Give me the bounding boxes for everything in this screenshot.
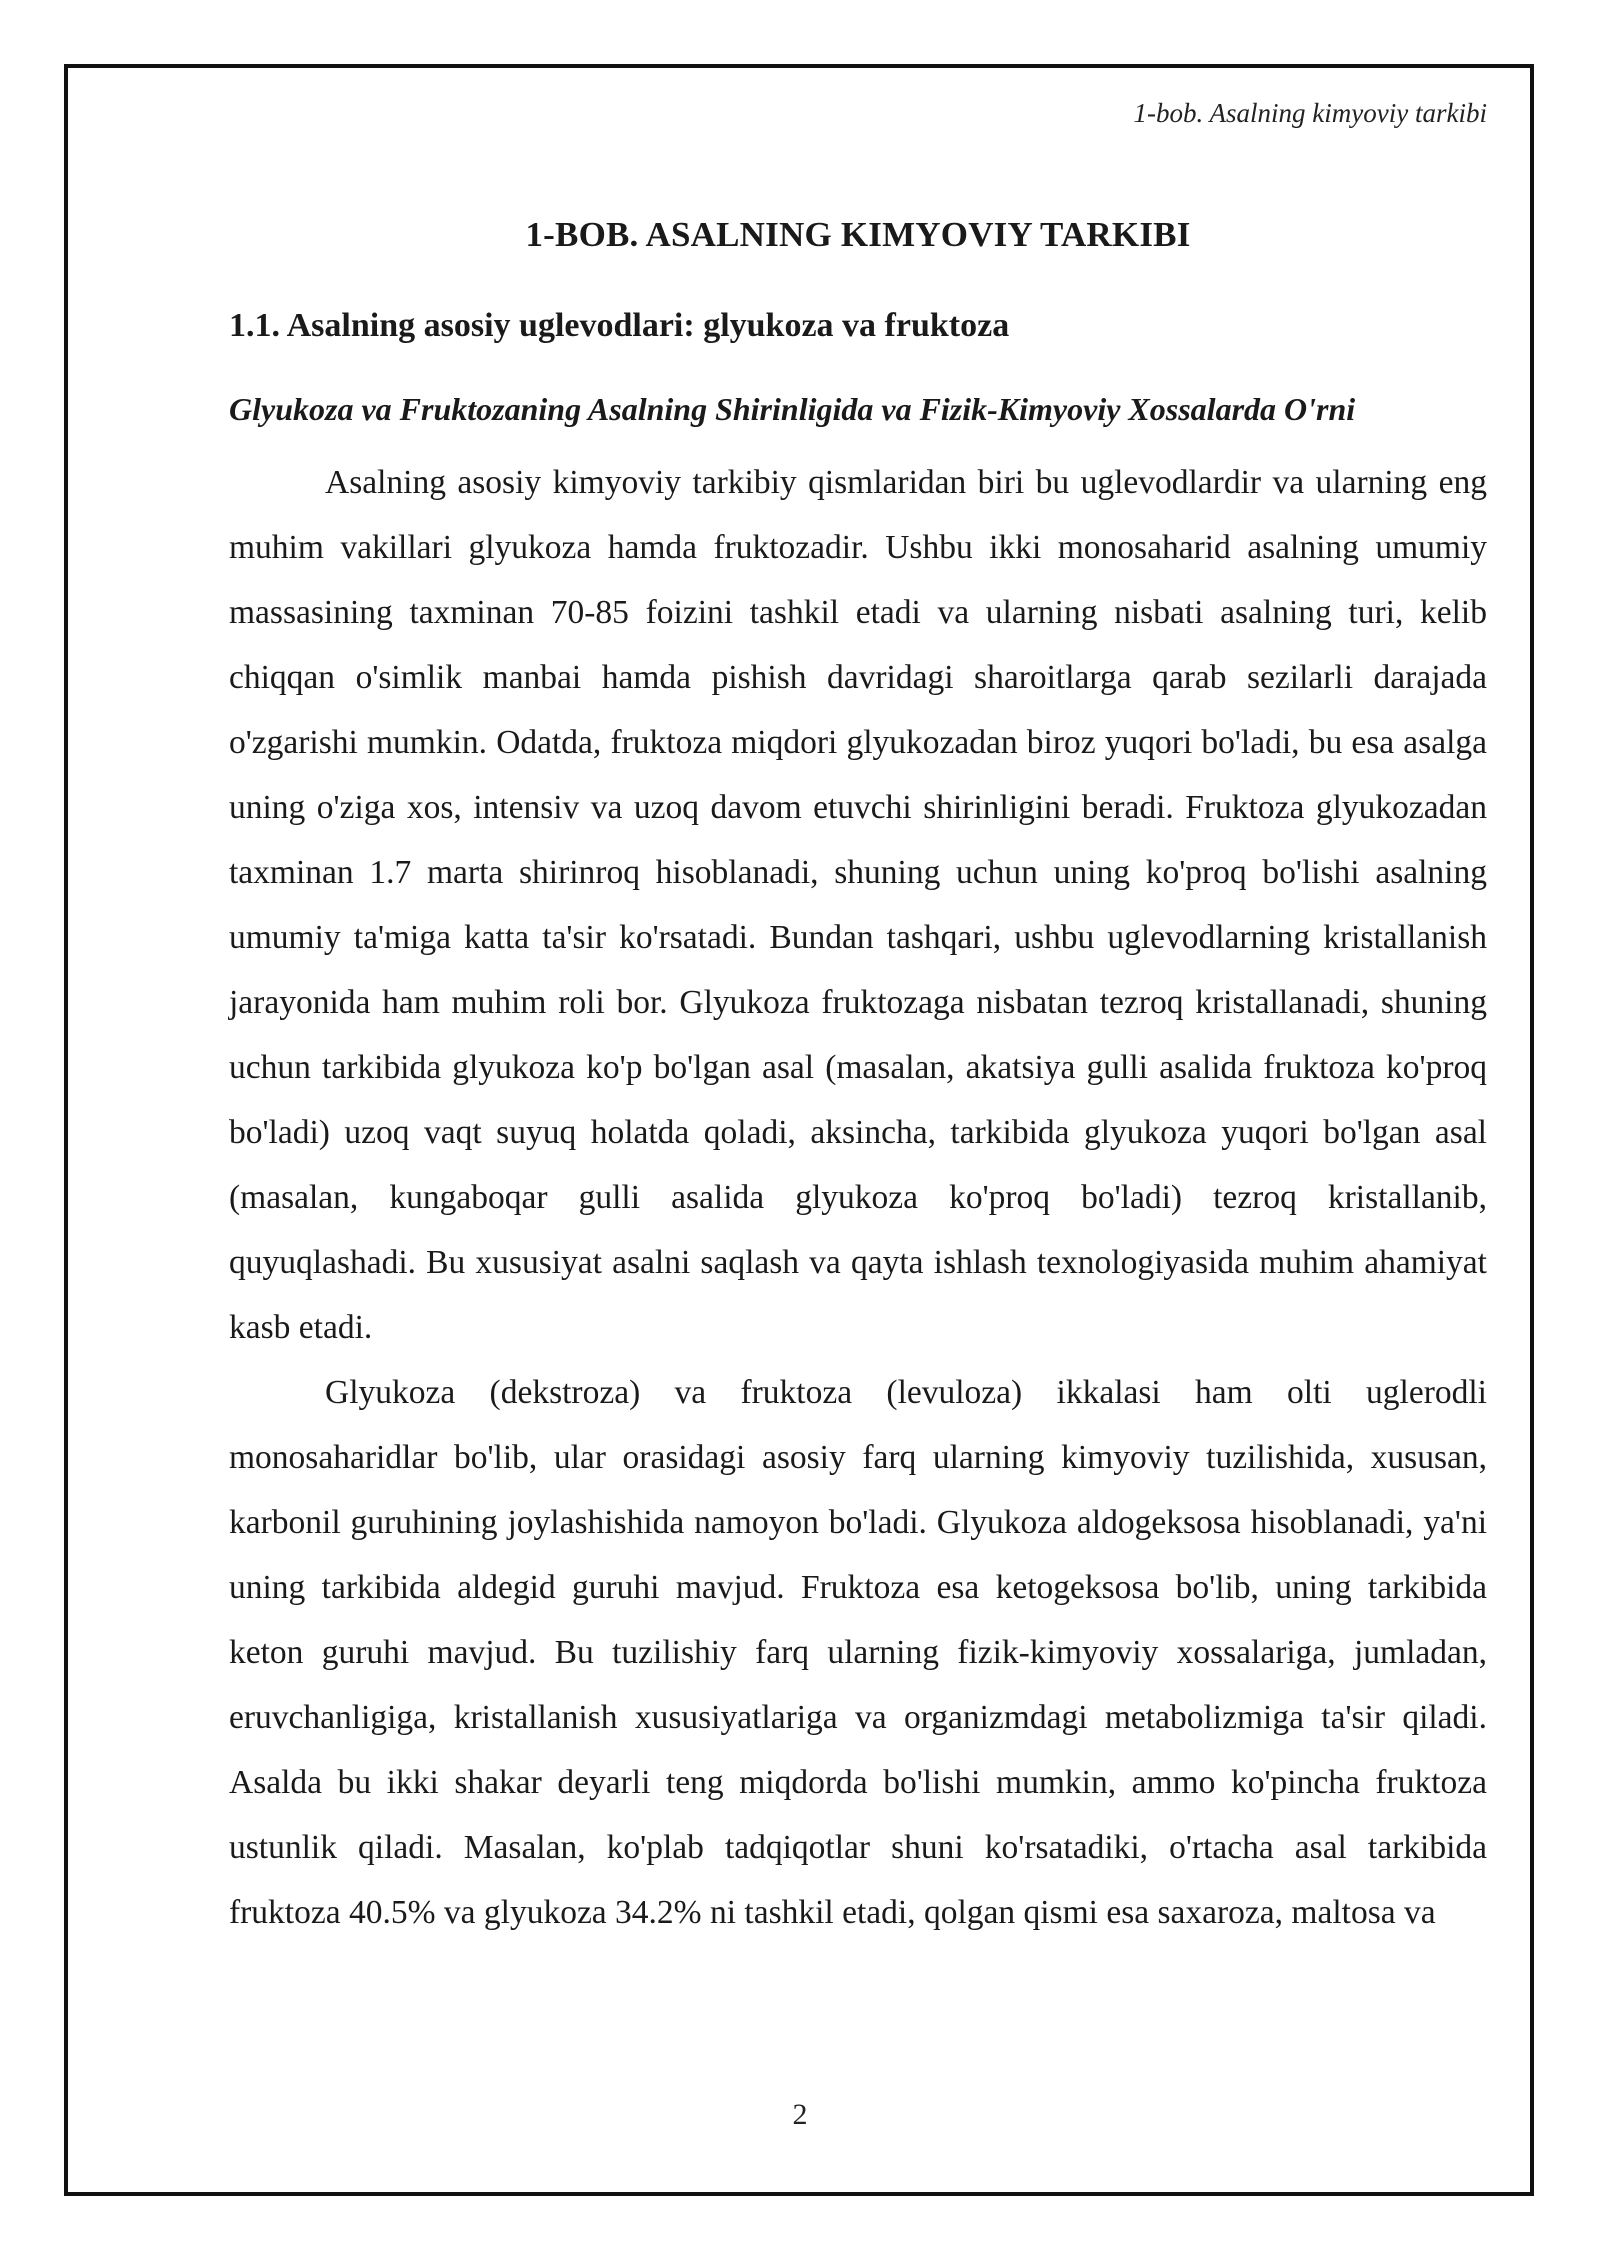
running-header: 1-bob. Asalning kimyoviy tarkibi (1133, 98, 1487, 128)
body-paragraph-2: Glyukoza (dekstroza) va fruktoza (levuloza) ikkalasi ham olti uglerodli monosaharidlar bo'lib, ular orasidagi asosiy farq ularning kimyoviy tuzilishida, xususan, karbonil guruhining joylashishida namoyon bo'ladi. Glyukoza aldogeksosa hisoblanadi, ya'ni uning tarkibida aldegid guruhi mavjud. Fruktoza esa ketogeksosa bo'lib, uning tarkibida keton guruhi mavjud. Bu tuzilishiy farq ularning fizik-kimyoviy xossalariga, jumladan, eruvchanligiga, kristallanish xususiyatlariga va organizmdagi metabolizmiga ta'sir qiladi. Asalda bu ikki shakar deyarli teng miqdorda bo'lishi mumkin, ammo ko'pincha fruktoza ustunlik qiladi. Masalan, ko'plab tadqiqotlar shuni ko'rsatadiki, o'rtacha asal tarkibida fruktoza 40.5% va glyukoza 34.2% ni tashkil etadi, qolgan qismi esa saxaroza, maltosa va (229, 1374, 1487, 1931)
page-content (229, 215, 1487, 1945)
page-number: 2 (792, 2098, 808, 2131)
body-paragraph-1: Asalning asosiy kimyoviy tarkibiy qismlaridan biri bu uglevodlardir va ularning eng muhim vakillari glyukoza hamda fruktozadir. Ushbu ikki monosaharid asalning umumiy massasining taxminan 70-85 foizini tashkil etadi va ularning nisbati asalning turi, kelib chiqqan o'simlik manbai hamda pishish davridagi sharoitlarga qarab sezilarli darajada o'zgarishi mumkin. Odatda, fruktoza miqdori glyukozadan biroz yuqori bo'ladi, bu esa asalga uning o'ziga xos, intensiv va uzoq davom etuvchi shirinligini beradi. Fruktoza glyukozadan taxminan 1.7 marta shirinroq hisoblanadi, shuning uchun uning ko'proq bo'lishi asalning umumiy ta'miga katta ta'sir ko'rsatadi. Bundan tashqari, ushbu uglevodlarning kristallanish jarayonida ham muhim roli bor. Glyukoza fruktozaga nisbatan tezroq kristallanadi, shuning uchun tarkibida glyukoza ko'p bo'lgan asal (masalan, akatsiya gulli asalida fruktoza ko'proq bo'ladi) uzoq vaqt suyuq holatda qoladi, aksincha, tarkibida glyukoza yuqori bo'lgan asal (masalan, kungaboqar gulli asalida glyukoza ko'proq bo'ladi) tezroq kristallanib, quyuqlashadi. Bu xususiyat asalni saqlash va qayta ishlash texnologiyasida muhim ahamiyat kasb etadi. (229, 464, 1487, 1346)
subsection-title: Glyukoza va Fruktozaning Asalning Shirinligida va Fizik-Kimyoviy Xossalarda O'rni (229, 391, 1356, 427)
chapter-title: 1-BOB. ASALNING KIMYOVIY TARKIBI (525, 215, 1191, 254)
section-title: 1.1. Asalning asosiy uglevodlari: glyukoza va fruktoza (229, 307, 1010, 344)
